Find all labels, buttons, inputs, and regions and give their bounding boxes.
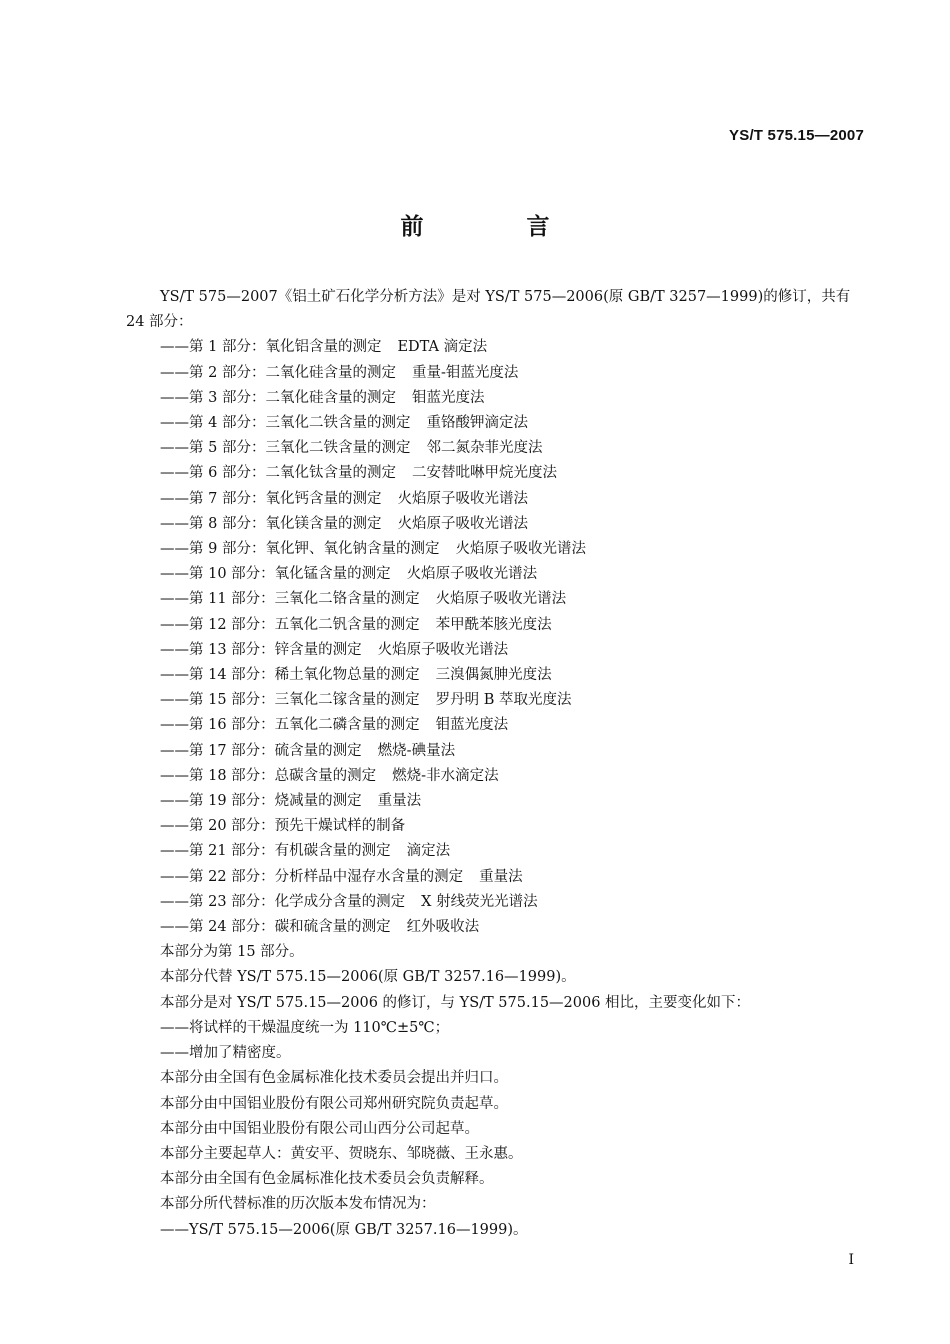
document-body [126,285,866,1243]
part-list-item [126,512,866,537]
part-list-item [126,562,866,587]
part-label: ——第 19 部分：烧减量的测定 [160,793,362,810]
body-paragraph: ——YS/T 575.15—2006(原 GB/T 3257.16—1999)。 [160,1221,528,1238]
part-label: ——第 10 部分：氧化锰含量的测定 [160,566,391,583]
part-method: 燃烧-非水滴定法 [392,767,499,784]
part-label: ——第 17 部分：硫含量的测定 [160,742,362,759]
part-list-item [126,839,866,864]
body-paragraph: ——将试样的干燥温度统一为 110℃±5℃； [160,1019,450,1036]
standard-code: YS/T 575.15—2007 [729,127,864,144]
body-paragraph: 本部分为第 15 部分。 [160,944,304,961]
part-list-item [126,865,866,890]
part-list-item [126,461,866,486]
part-list-item [126,688,866,713]
part-label: ——第 3 部分：二氧化硅含量的测定 [160,389,396,406]
part-label: ——第 18 部分：总碳含量的测定 [160,767,377,784]
body-paragraph: 本部分代替 YS/T 575.15—2006(原 GB/T 3257.16—1999)。 [160,969,576,986]
part-list-item [126,915,866,940]
part-method: 红外吸收法 [406,919,480,936]
part-list-item [126,411,866,436]
part-list-item [126,739,866,764]
parts-list [126,335,866,940]
body-paragraph: 本部分由中国铝业股份有限公司郑州研究院负责起草。 [160,1095,508,1112]
part-label: ——第 8 部分：氧化镁含量的测定 [160,515,382,532]
paragraph-list [126,940,866,1242]
part-label: ——第 24 部分：碳和硫含量的测定 [160,919,391,936]
intro-paragraph: YS/T 575—2007《铝土矿石化学分析方法》是对 YS/T 575—2006(原 GB/T 3257—1999)的修订，共有 24 部分： [126,289,851,331]
part-label: ——第 1 部分：氧化铝含量的测定 [160,339,382,356]
part-list-item [126,537,866,562]
part-label: ——第 13 部分：锌含量的测定 [160,641,362,658]
part-method: 火焰原子吸收光谱法 [406,566,538,583]
part-method: 重铬酸钾滴定法 [426,415,528,432]
part-method: 重量法 [479,868,523,885]
part-method: 火焰原子吸收光谱法 [397,515,528,532]
part-label: ——第 2 部分：二氧化硅含量的测定 [160,364,396,381]
part-list-item [126,613,866,638]
part-list-item [126,386,866,411]
page-title: 前 言 [400,213,590,240]
part-method: 三溴偶氮胂光度法 [435,667,552,684]
part-method: 邻二氮杂菲光度法 [426,440,543,457]
part-list-item [126,713,866,738]
part-label: ——第 23 部分：化学成分含量的测定 [160,893,406,910]
part-method: 苯甲酰苯胲光度法 [435,616,552,633]
part-method: 火焰原子吸收光谱法 [397,490,528,507]
part-label: ——第 5 部分：三氧化二铁含量的测定 [160,440,411,457]
part-method: 滴定法 [406,843,451,860]
part-list-item [126,764,866,789]
part-label: ——第 21 部分：有机碳含量的测定 [160,843,391,860]
part-list-item [126,436,866,461]
part-list-item [126,814,866,839]
part-method: 火焰原子吸收光谱法 [377,641,509,658]
body-paragraph: 本部分主要起草人：黄安平、贺晓东、邹晓薇、王永惠。 [160,1145,523,1162]
part-method: 燃烧-碘量法 [377,742,456,759]
part-list-item [126,663,866,688]
part-method: 重量法 [377,793,422,810]
part-method: 火焰原子吸收光谱法 [435,591,567,608]
part-label: ——第 11 部分：三氧化二铬含量的测定 [160,591,420,608]
part-label: ——第 22 部分：分析样品中湿存水含量的测定 [160,868,464,885]
part-list-item [126,335,866,360]
part-label: ——第 20 部分：预先干燥试样的制备 [160,818,406,835]
body-paragraph: 本部分由中国铝业股份有限公司山西分公司起草。 [160,1120,479,1137]
part-method: 火焰原子吸收光谱法 [455,541,586,558]
part-list-item [126,638,866,663]
part-label: ——第 9 部分：氧化钾、氧化钠含量的测定 [160,541,440,558]
part-list-item [126,487,866,512]
part-list-item [126,361,866,386]
part-label: ——第 7 部分：氧化钙含量的测定 [160,490,382,507]
part-method: 钼蓝光度法 [411,389,485,406]
part-method: 二安替吡啉甲烷光度法 [411,465,557,482]
part-list-item [126,587,866,612]
part-method: 钼蓝光度法 [435,717,509,734]
part-label: ——第 6 部分：二氧化钛含量的测定 [160,465,396,482]
part-method: 重量-钼蓝光度法 [411,364,519,381]
part-label: ——第 4 部分：三氧化二铁含量的测定 [160,415,411,432]
part-method: X 射线荧光光谱法 [421,893,538,910]
body-paragraph: 本部分由全国有色金属标准化技术委员会提出并归口。 [160,1070,508,1087]
part-list-item [126,890,866,915]
part-list-item [126,789,866,814]
body-paragraph: 本部分是对 YS/T 575.15—2006 的修订，与 YS/T 575.15—2006 相比，主要变化如下： [160,994,751,1011]
part-method: 罗丹明 B 萃取光度法 [435,692,572,709]
part-label: ——第 16 部分：五氧化二磷含量的测定 [160,717,420,734]
body-paragraph: 本部分由全国有色金属标准化技术委员会负责解释。 [160,1171,494,1188]
part-method: EDTA 滴定法 [397,339,488,356]
body-paragraph: 本部分所代替标准的历次版本发布情况为： [160,1196,436,1213]
part-label: ——第 12 部分：五氧化二钒含量的测定 [160,616,420,633]
body-paragraph: ——增加了精密度。 [160,1045,291,1062]
part-label: ——第 14 部分：稀土氧化物总量的测定 [160,667,420,684]
page-number: I [848,1252,854,1268]
part-label: ——第 15 部分：三氧化二镓含量的测定 [160,692,420,709]
